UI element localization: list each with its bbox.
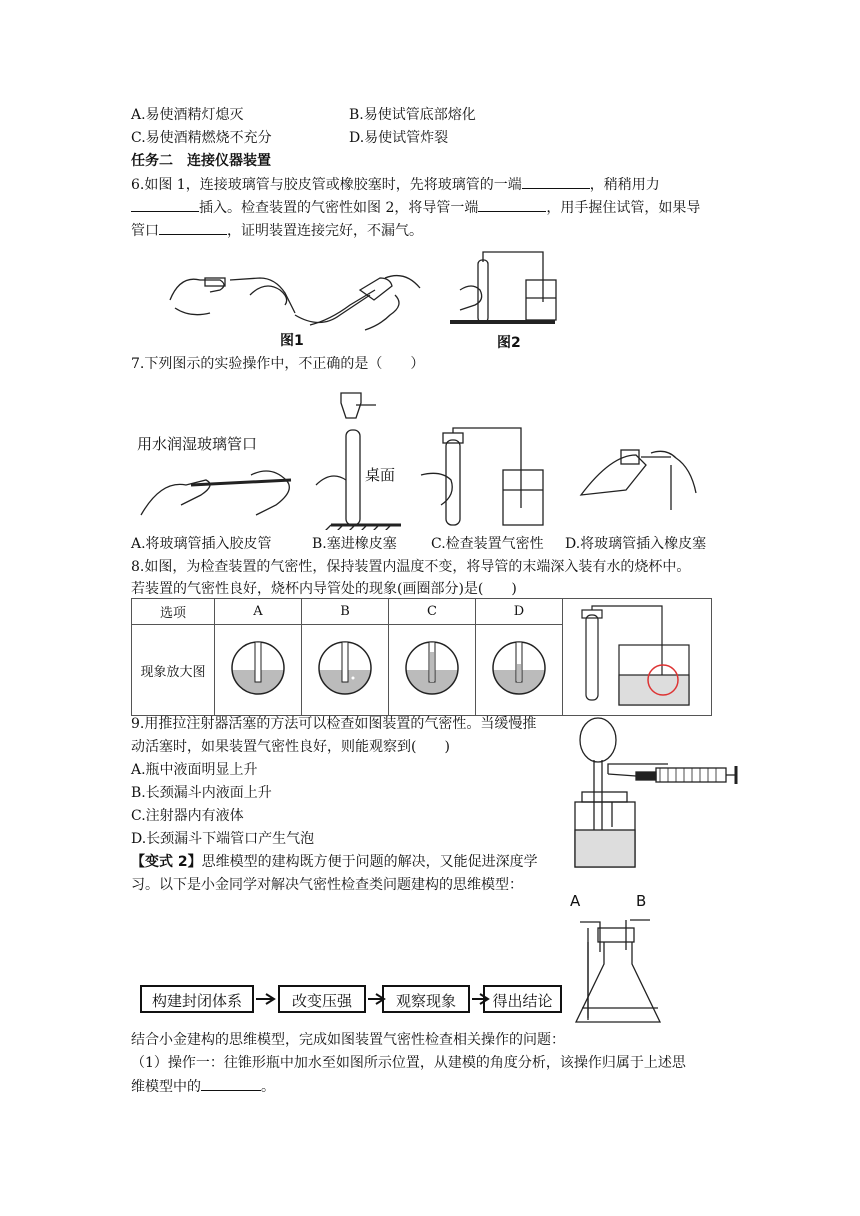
- table-header-cell: B: [302, 599, 389, 625]
- q7-label-a: 用水润湿玻璃管口: [137, 435, 258, 453]
- q8-line2: 若装置的气密性良好，烧杯内导管处的现象(画圈部分)是( ): [131, 581, 517, 597]
- q9-option-c: C.注射器内有液体: [131, 808, 244, 824]
- flow-step-2: 改变压强: [278, 985, 366, 1013]
- q6-text: ，证明装置连接完好，不漏气。: [227, 223, 423, 239]
- q8-zoom-b: [302, 625, 389, 716]
- answer-blank[interactable]: [131, 197, 199, 212]
- zoom-circle-a: [228, 638, 288, 698]
- q7-option-c: C.检查装置气密性: [431, 536, 544, 552]
- q8-line1: 8.如图，为检查装置的气密性，保持装置内温度不变，将导管的末端深入装有水的烧杯中。: [131, 559, 691, 575]
- q7-label-b: 桌面: [365, 466, 396, 484]
- flask-label-b: B: [636, 892, 647, 910]
- q7-option-b: B.塞进橡皮塞: [312, 536, 397, 552]
- zoom-circle-c: [402, 638, 462, 698]
- q5-option-d: D.易使试管炸裂: [349, 130, 449, 146]
- fig2-caption: 图2: [497, 335, 521, 351]
- table-header-cell: D: [476, 599, 563, 625]
- q8-apparatus-figure: [564, 600, 710, 710]
- task2-heading: 任务二 连接仪器装置: [131, 153, 271, 169]
- flow-step-4: 得出结论: [483, 985, 562, 1013]
- table-header-cell: A: [215, 599, 302, 625]
- q9-option-d: D.长颈漏斗下端管口产生气泡: [131, 831, 315, 847]
- q9-line2: 动活塞时，如果装置气密性良好，则能观察到( ): [131, 739, 450, 755]
- fig1-caption: 图1: [280, 333, 304, 349]
- variant2-tag: 【变式 2】: [131, 854, 202, 870]
- q9-option-a: A.瓶中液面明显上升: [131, 762, 258, 778]
- variant2-text: 思维模型的建构既方便于问题的解决，又能促进深度学: [201, 854, 538, 870]
- q8-zoom-a: [215, 625, 302, 716]
- zoom-circle-d: [489, 638, 549, 698]
- variant2-line2: 习。以下是小金同学对解决气密性检查类问题建构的思维模型：: [131, 877, 523, 893]
- q6-text: 6.如图 1，连接玻璃管与胶皮管或橡胶塞时，先将玻璃管的一端: [131, 177, 522, 193]
- q8-row-label: 现象放大图: [132, 625, 215, 716]
- q9-option-b: B.长颈漏斗内液面上升: [131, 785, 272, 801]
- q9-apparatus-figure: [570, 712, 740, 870]
- q7-option-d: D.将玻璃管插入橡皮塞: [565, 536, 707, 552]
- q6-text: ，用手握住试管，如果导: [546, 200, 701, 216]
- arrow-right-icon: [256, 993, 278, 1005]
- variant2-text: 。: [261, 1079, 275, 1095]
- q5-option-c: C.易使酒精燃烧不充分: [131, 130, 272, 146]
- q8-options-table: [131, 598, 712, 716]
- q5-option-a: A.易使酒精灯熄灭: [131, 107, 244, 123]
- flask-label-a: A: [570, 892, 581, 910]
- q6-line3: [131, 220, 423, 241]
- q6-text: 管口: [131, 223, 159, 239]
- variant2-text: 维模型中的: [131, 1079, 201, 1095]
- q5-option-b: B.易使试管底部熔化: [349, 107, 476, 123]
- q7-stem: 7.下列图示的实验操作中，不正确的是（ ）: [131, 356, 425, 372]
- q8-zoom-c: [389, 625, 476, 716]
- q6-line1: [131, 174, 660, 195]
- answer-blank[interactable]: [522, 174, 590, 189]
- answer-blank[interactable]: [159, 220, 227, 235]
- q6-text: ，稍稍用力: [589, 177, 660, 193]
- table-header-cell: 选项: [132, 599, 215, 625]
- q8-apparatus-cell: [563, 599, 712, 716]
- variant2-line1: [131, 852, 538, 872]
- q6-text: 插入。检查装置的气密性如图 2，将导管一端: [199, 200, 479, 216]
- q7-figures: [131, 385, 731, 530]
- answer-blank[interactable]: [478, 197, 546, 212]
- q8-zoom-d: [476, 625, 563, 716]
- table-header-cell: C: [389, 599, 476, 625]
- variant2-line5: [131, 1076, 275, 1097]
- variant2-line3: 结合小金建构的思维模型，完成如图装置气密性检查相关操作的问题：: [131, 1032, 565, 1048]
- zoom-circle-b: [315, 638, 375, 698]
- flow-step-3: 观察现象: [382, 985, 470, 1013]
- answer-blank[interactable]: [201, 1076, 261, 1091]
- variant2-line4: （1）操作一：往锥形瓶中加水至如图所示位置，从建模的角度分析，该操作归属于上述思: [131, 1055, 686, 1071]
- flow-step-1: 构建封闭体系: [140, 985, 254, 1013]
- q7-option-a: A.将玻璃管插入胶皮管: [131, 536, 272, 552]
- q9-line1: 9.用推拉注射器活塞的方法可以检查如图装置的气密性。当缓慢推: [131, 716, 537, 732]
- variant2-flask-figure: [570, 908, 670, 1028]
- q6-line2: [131, 197, 700, 218]
